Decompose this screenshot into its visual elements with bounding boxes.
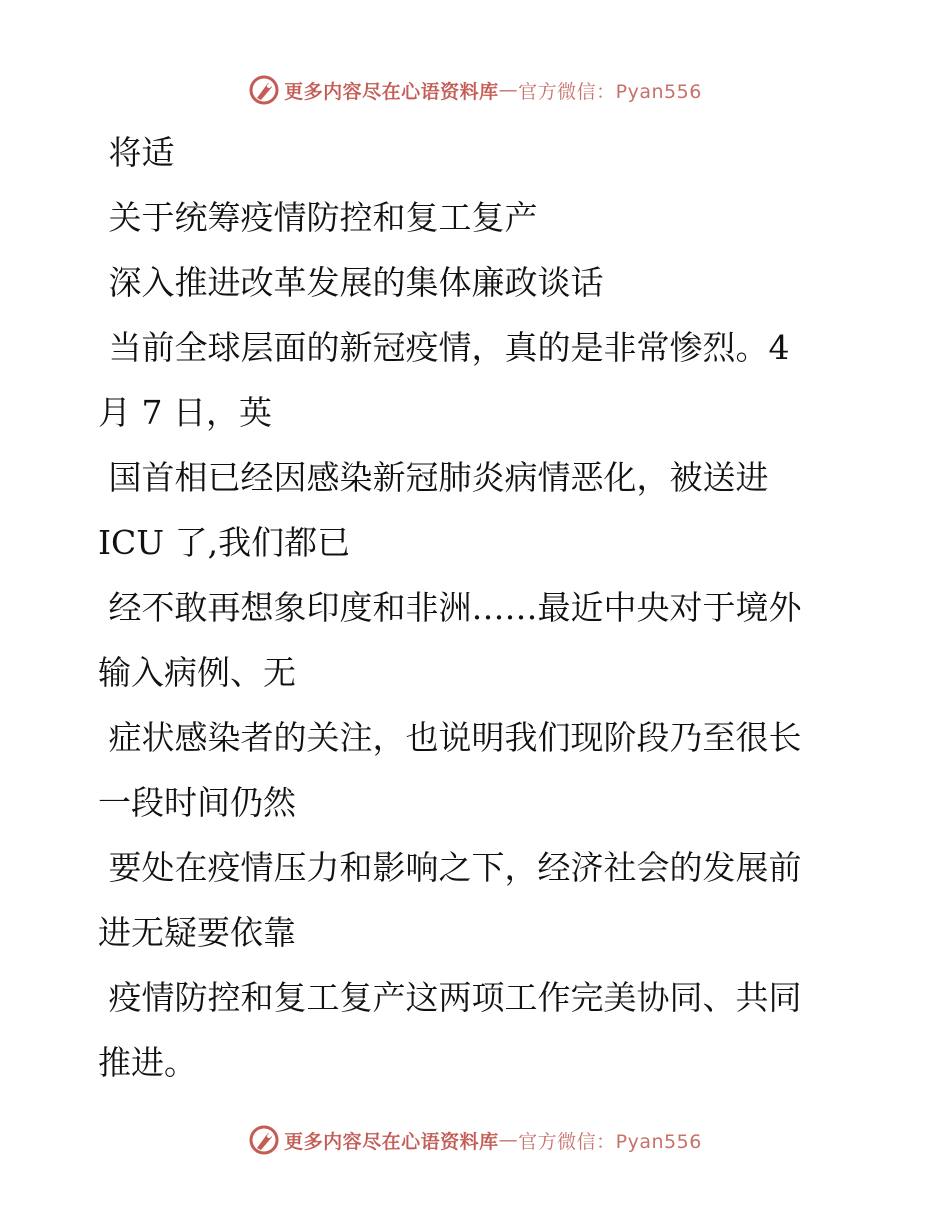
watermark-brand: 更多内容尽在心语资料库	[284, 80, 499, 103]
document-line: 一段时间仍然	[98, 783, 296, 822]
watermark-brand: 更多内容尽在心语资料库	[284, 1130, 499, 1153]
document-line: 推进。	[98, 1043, 197, 1082]
document-line: 疫情防控和复工复产这两项工作完美协同、共同	[98, 978, 802, 1017]
document-line: 当前全球层面的新冠疫情，真的是非常惨烈。4	[98, 328, 790, 367]
watermark-wechat: 官方微信：Pyan556	[518, 80, 702, 103]
document-line: 深入推进改革发展的集体廉政谈话	[98, 263, 604, 302]
document-line: 要处在疫情压力和影响之下，经济社会的发展前	[98, 848, 802, 887]
document-line: 进无疑要依靠	[98, 913, 296, 952]
document-line: ICU 了,我们都已	[98, 523, 351, 562]
header-watermark	[0, 70, 950, 110]
pen-nib-icon	[248, 74, 280, 106]
footer-watermark	[0, 1120, 950, 1160]
document-body	[98, 120, 838, 1095]
document-line: 将适	[98, 133, 175, 172]
document-line: 经不敢再想象印度和非洲……最近中央对于境外	[98, 588, 802, 627]
document-line: 国首相已经因感染新冠肺炎病情恶化，被送进	[98, 458, 769, 497]
watermark-separator: —	[498, 1129, 519, 1151]
pen-nib-icon	[248, 1124, 280, 1156]
document-line: 输入病例、无	[98, 653, 296, 692]
watermark-separator: —	[498, 79, 519, 101]
document-line: 关于统筹疫情防控和复工复产	[98, 198, 538, 237]
watermark-wechat: 官方微信：Pyan556	[518, 1130, 702, 1153]
document-line: 症状感染者的关注，也说明我们现阶段乃至很长	[98, 718, 802, 757]
document-line: 月 7 日，英	[98, 393, 272, 432]
